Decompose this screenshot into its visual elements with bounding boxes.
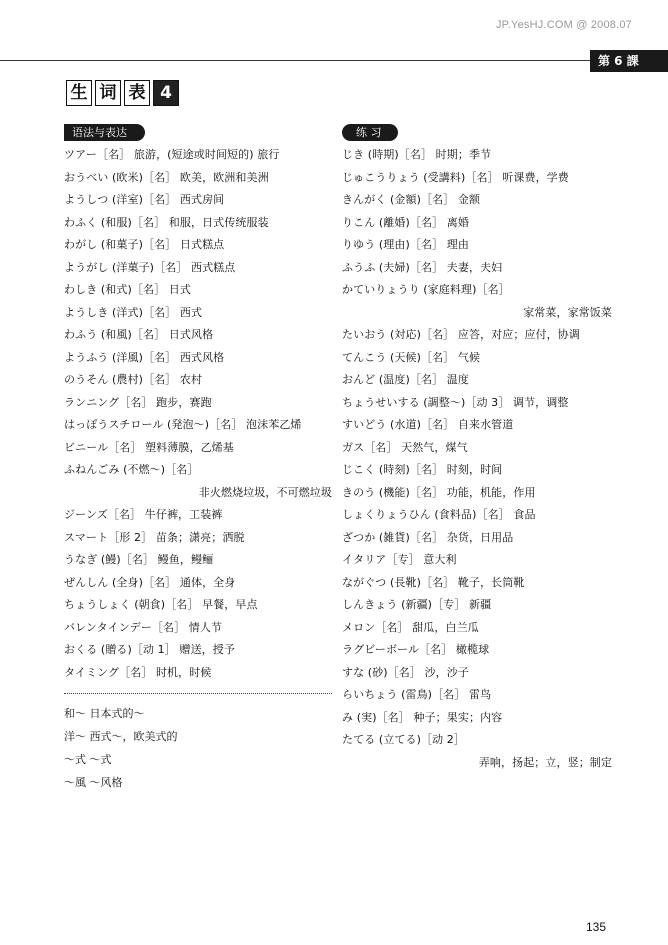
- vocab-entry: ながぐつ (長靴)［名］ 靴子，长筒靴: [342, 575, 525, 589]
- suffix-list: [64, 702, 332, 794]
- vocab-entry: ちょうせいする (調整～)［动 3］ 调节，调整: [342, 395, 569, 409]
- vocab-entry: のうそん (農村)［名］ 农村: [64, 373, 203, 386]
- vocab-entry: うなぎ (鰻)［名］ 鳗鱼，鳗鲡: [64, 553, 214, 566]
- dotted-divider: [64, 693, 332, 694]
- suffix-entry: ～式 ～式: [64, 753, 112, 766]
- vocab-entry: しんきょう (新疆)［专］ 新疆: [342, 598, 492, 611]
- title-number: 4: [153, 80, 179, 106]
- vocab-entry: ふねんごみ (不燃～)［名］: [64, 463, 199, 476]
- vocab-entry: わしき (和式)［名］ 日式: [64, 283, 191, 296]
- vocab-entry: おうべい (欧米)［名］ 欧美，欧洲和美洲: [64, 170, 269, 184]
- vocab-entry: おんど (温度)［名］ 温度: [342, 373, 469, 386]
- vocab-entry: りこん (離婚)［名］ 离婚: [342, 215, 469, 229]
- vocab-continuation: 非火燃烧垃圾，不可燃垃圾: [198, 485, 332, 499]
- vocab-entry: メロン［名］ 甜瓜，白兰瓜: [342, 620, 479, 634]
- vocab-list: [342, 144, 612, 302]
- vocab-entry: ガス［名］ 天然气，煤气: [342, 440, 468, 454]
- vocab-entry: ようふう (洋風)［名］ 西式风格: [64, 350, 225, 364]
- right-column: [342, 121, 612, 774]
- header-rule: [0, 60, 590, 61]
- vocab-entry: きのう (機能)［名］ 功能，机能，作用: [342, 485, 536, 499]
- vocab-entry: てんこう (天候)［名］ 气候: [342, 350, 481, 364]
- page-number: 135: [586, 920, 607, 934]
- section-heading-grammar: 语法与表达: [64, 124, 145, 141]
- vocab-entry: すいどう (水道)［名］ 自来水管道: [342, 418, 514, 431]
- suffix-entry: ～風 ～风格: [64, 776, 123, 789]
- vocab-entry: じゅこうりょう (受講料)［名］ 听课费，学费: [342, 170, 569, 184]
- vocab-entry: ツアー［名］ 旅游，(短途或时间短的) 旅行: [64, 148, 280, 161]
- vocab-continuation: 家常菜，家常饭菜: [523, 305, 612, 319]
- title-char: 表: [124, 80, 150, 106]
- vocab-entry: み (実)［名］ 种子；果实；内容: [342, 710, 503, 724]
- page-title: [66, 80, 179, 106]
- vocab-entry: わがし (和菓子)［名］ 日式糕点: [64, 238, 225, 251]
- vocab-entry: わふう (和風)［名］ 日式风格: [64, 328, 214, 341]
- vocab-entry: おくる (贈る)［动 1］ 赠送，授予: [64, 643, 235, 656]
- vocab-entry: タイミング［名］ 时机，时候: [64, 665, 212, 679]
- vocab-entry: ようしつ (洋室)［名］ 西式房间: [64, 193, 225, 206]
- vocab-entry: ようがし (洋菓子)［名］ 西式糕点: [64, 260, 236, 274]
- vocab-entry: ちょうしょく (朝食)［名］ 早餐，早点: [64, 598, 258, 611]
- vocab-entry: たいおう (対応)［名］ 应答，对应；应付，协调: [342, 328, 580, 341]
- vocab-entry: ふうふ (夫婦)［名］ 夫妻，夫妇: [342, 260, 503, 274]
- vocab-entry: らいちょう (雷鳥)［名］ 雷鸟: [342, 688, 492, 701]
- vocab-entry: しょくりょうひん (食料品)［名］ 食品: [342, 508, 536, 521]
- vocab-entry: きんがく (金額)［名］ 金额: [342, 193, 481, 206]
- vocab-entry: りゆう (理由)［名］ 理由: [342, 238, 469, 251]
- left-column: [64, 121, 332, 794]
- vocab-entry: じこく (時刻)［名］ 时刻，时间: [342, 463, 503, 476]
- vocab-continuation: 弄响，扬起；立，竖；制定: [478, 755, 612, 769]
- vocab-list: [64, 504, 332, 684]
- title-char: 词: [95, 80, 121, 106]
- lesson-badge: 第 6 課: [590, 50, 668, 72]
- vocab-list: [64, 144, 332, 482]
- vocab-entry: じき (時期)［名］ 时期；季节: [342, 148, 492, 161]
- vocab-list: [342, 324, 612, 752]
- vocab-entry: かていりょうり (家庭料理)［名］: [342, 283, 510, 296]
- vocab-entry: イタリア［专］ 意大利: [342, 553, 457, 566]
- vocab-entry: ようしき (洋式)［名］ 西式: [64, 305, 203, 319]
- vocab-entry: ぜんしん (全身)［名］ 通体，全身: [64, 575, 236, 589]
- vocab-entry: ランニング［名］ 跑步，赛跑: [64, 395, 212, 409]
- vocab-entry: すな (砂)［名］ 沙，沙子: [342, 665, 469, 679]
- vocab-entry: バレンタインデー［名］ 情人节: [64, 620, 223, 634]
- watermark: JP.YesHJ.COM @ 2008.07: [495, 19, 632, 31]
- suffix-entry: 和～ 日本式的～: [64, 707, 145, 720]
- vocab-entry: ジーンズ［名］ 牛仔裤，工装裤: [64, 508, 223, 521]
- title-char: 生: [66, 80, 92, 106]
- section-heading-practice: 练 习: [342, 124, 398, 141]
- vocab-entry: ビニール［名］ 塑料薄膜，乙烯基: [64, 440, 234, 454]
- vocab-entry: スマート［形 2］ 苗条；潇亮；洒脱: [64, 530, 245, 544]
- vocab-entry: ラグビーボール［名］ 橄榄球: [342, 643, 490, 656]
- vocab-entry: はっぽうスチロール (発泡～)［名］ 泡沫苯乙烯: [64, 418, 302, 431]
- suffix-entry: 洋～ 西式～，欧美式的: [64, 730, 178, 743]
- vocab-entry: たてる (立てる)［动 2］: [342, 733, 465, 746]
- vocab-entry: ざつか (雑貨)［名］ 杂货，日用品: [342, 530, 514, 544]
- vocab-entry: わふく (和服)［名］ 和服，日式传统服装: [64, 215, 269, 229]
